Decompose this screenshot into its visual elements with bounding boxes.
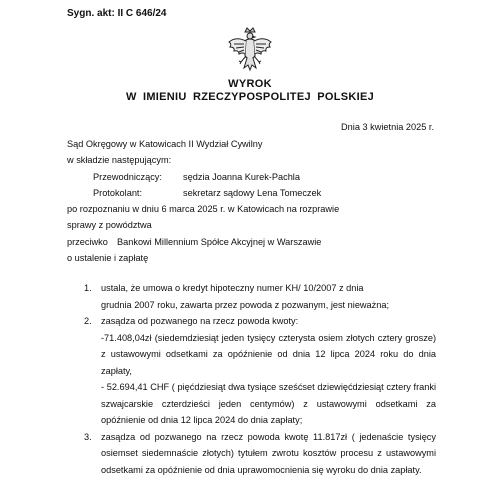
- case-reference: Sygn. akt: II C 646/24: [67, 8, 167, 19]
- verdict-item-1: [84, 280, 436, 313]
- item-number: 3.: [84, 431, 92, 442]
- against-label: przeciwko: [67, 237, 108, 247]
- court-name: Sąd Okręgowy w Katowicach II Wydział Cywilny: [67, 139, 263, 149]
- item-text-line: ustala, że umowa o kredyt hipoteczny numer KH/ 10/2007 z dnia: [101, 283, 364, 293]
- case-subject: o ustalenie i zapłatę: [67, 253, 149, 263]
- hearing-line: po rozpoznaniu w dniu 6 marca 2025 r. w Katowicach na rozprawie: [67, 204, 340, 214]
- item-number: 2.: [84, 316, 92, 326]
- verdict-list: [84, 280, 436, 478]
- chair-label: Przewodniczący:: [93, 172, 162, 182]
- chair-name: sędzia Joanna Kurek-Pachla: [183, 172, 300, 182]
- judgment-title: WYROK: [228, 78, 272, 90]
- item-number: 1.: [84, 283, 92, 293]
- clerk-name: sekretarz sądowy Lena Tomeczek: [183, 188, 322, 198]
- clerk-label: Protokolant:: [93, 188, 143, 198]
- verdict-item-2: [84, 313, 436, 429]
- item-text-line: grudnia 2007 roku, zawarta przez powoda z pozwanym, jest nieważna;: [101, 299, 390, 310]
- judgment-subtitle: W IMIENIU RZECZYPOSPOLITEJ POLSKIEJ: [125, 91, 375, 103]
- item-text: zasądza od pozwanego na rzecz powoda kwotę 11.817zł ( jedenaście tysięcy osiemset siedemnaście złotych) tytułem zwrotu kosztów procesu z ustawowymi odsetkami za opóźnienie od dnia uprawomocnienia się wyroku do dnia zapłaty.: [101, 431, 436, 475]
- amount-pln: -71.408,04zł (siedemdziesiąt jeden tysięcy czterysta osiem złotych cztery grosze) z ustawowymi odsetkami za opóźnienie od dnia 12 lipca 2024 roku do dnia zapłaty,: [101, 332, 436, 376]
- composition-label: w składzie następującym:: [67, 155, 172, 165]
- polish-eagle-emblem-icon: [226, 26, 274, 80]
- item-intro: zasądza od pozwanego na rzecz powoda kwoty:: [101, 316, 299, 326]
- verdict-item-3: [84, 429, 436, 479]
- defendant-name: Bankowi Millennium Spółce Akcyjnej w Warszawie: [117, 237, 322, 247]
- judgment-date: Dnia 3 kwietnia 2025 r.: [341, 122, 434, 132]
- amount-chf: - 52.694,41 CHF ( pięćdziesiąt dwa tysiące sześćset dziewięćdziesiąt cztery franki szwajcarskie czterdzieści jeden centymów) z ustawowymi odsetkami za opóźnienie od dnia 12 lipca 2024 do dnia zapłaty;: [101, 382, 436, 425]
- case-line: sprawy z powództwa: [67, 220, 152, 230]
